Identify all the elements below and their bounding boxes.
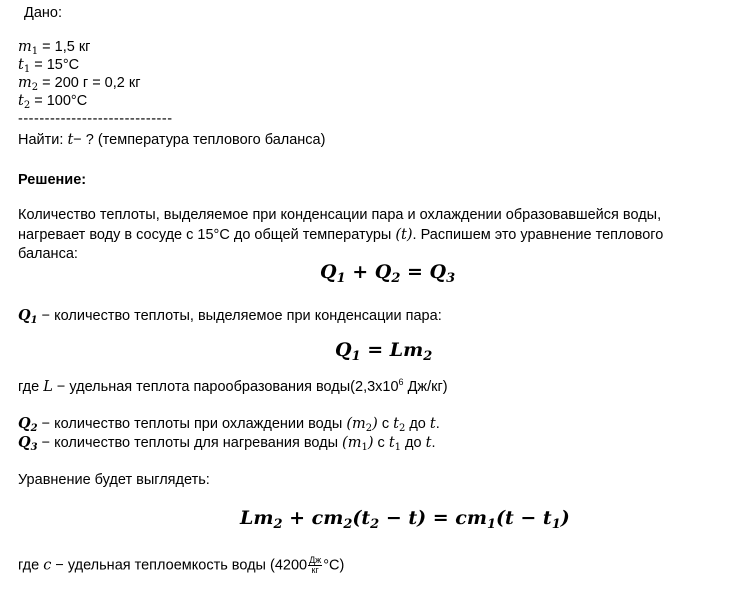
L-definition: где L − удельная теплота парообразования $воды(2,3x10^6$ Дж/кг) [18, 377, 448, 395]
q1-definition: $Q_1$ − количество теплоты, выделяемое при конденсации пара: [18, 307, 442, 326]
paragraph-line-2: нагревает воду в сосуде с 15°C до общей температуры (t). Распишем это уравнение теплового [18, 227, 664, 243]
given-t1: $t_1 = 15^\circ C$ [18, 57, 80, 75]
paragraph-line-3: баланса: [18, 246, 78, 262]
solution-title: Решение: [18, 172, 87, 188]
q3-definition: $Q_3$ − количество теплоты для нагревания воды $(m_1)$ с $t_1$ до t. [18, 434, 436, 453]
equation-full-balance: $Lm_2 + cm_2(t_2 - t) = cm_1(t - t_1)$ [240, 507, 570, 532]
equation-q1: $Q_1 = Lm_2$ [335, 339, 433, 364]
c-definition: где c − удельная теплоемкость воды (4200 $\frac{Дж}{кг}$ °C) [18, 555, 345, 575]
given-divider: ----------------------------- [18, 111, 173, 127]
equation-heat-balance: $Q_1 + Q_2 = Q_3$ [320, 261, 456, 286]
given-t2: $t_2 = 100^\circ C$ [18, 93, 88, 111]
q2-definition: $Q_2$ − количество теплоты при охлаждении воды $(m_2)$ с $t_2$ до t. [18, 415, 440, 434]
given-m1: $m_1 = 1,5$ кг [18, 39, 91, 57]
paragraph-line-1: Количество теплоты, выделяемое при конденсации пара и охлаждении образовавшейся воды, [18, 207, 662, 223]
find-line: Найти: t− ? (температура теплового баланса) [18, 132, 326, 148]
equation-intro: Уравнение будет выглядеть: [18, 472, 210, 488]
given-title: Дано: [24, 5, 62, 21]
unit-fraction: $\frac{Дж}{кг}$ [309, 555, 322, 575]
given-m2: $m_2 = 200$ г = 0,2 кг [18, 75, 141, 93]
